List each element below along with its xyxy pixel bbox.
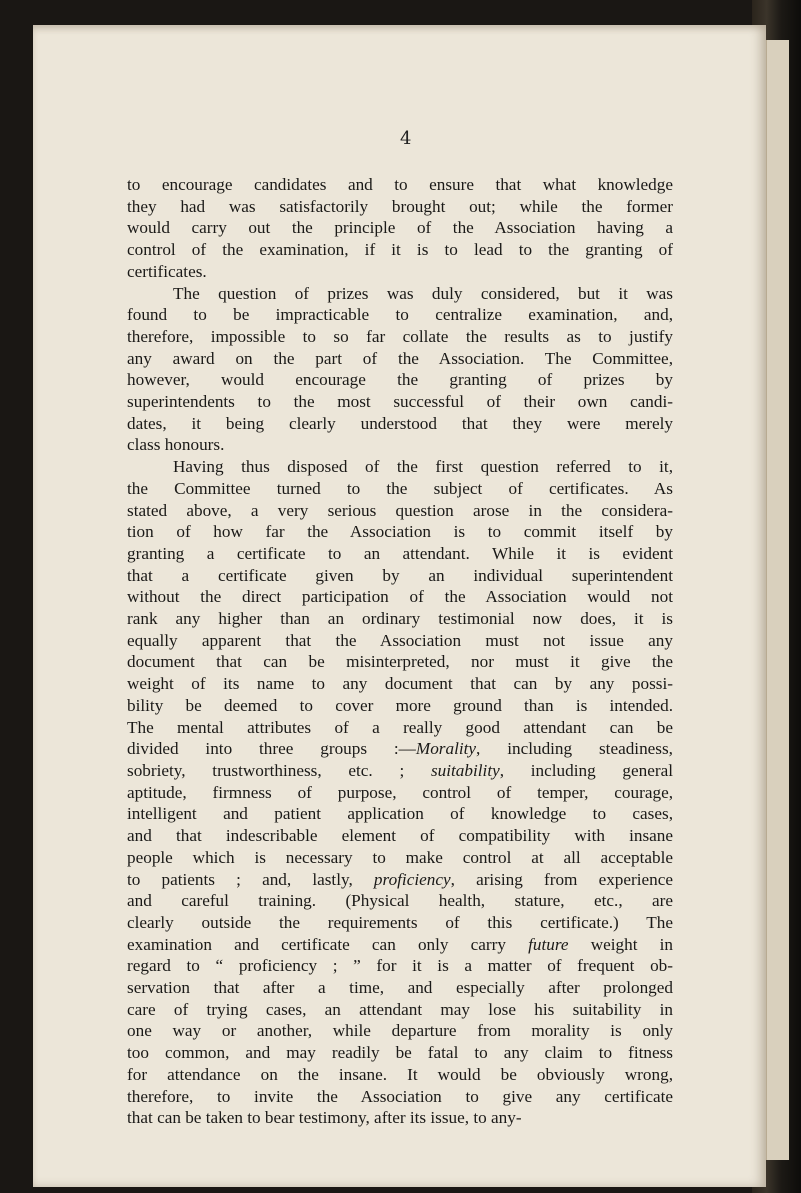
- text-line: document that can be misinterpreted, nor must it give the: [127, 652, 673, 672]
- text-line: examination and certificate can only carry future weight in: [127, 934, 673, 954]
- text-line: Having thus disposed of the first question referred to it,: [173, 457, 673, 477]
- text-line: people which is necessary to make control at all acceptable: [127, 847, 673, 867]
- text-line: without the direct participation of the Association would not: [127, 587, 673, 607]
- text-line: therefore, to invite the Association to give any certificate: [127, 1086, 673, 1106]
- text-line: stated above, a very serious question arose in the considera-: [127, 500, 673, 520]
- body-text: [127, 174, 673, 1129]
- text-line: rank any higher than an ordinary testimonial now does, it is: [127, 609, 673, 629]
- text-line: and careful training. (Physical health, stature, etc., are: [127, 891, 673, 911]
- text-line: that a certificate given by an individual superintendent: [127, 565, 673, 585]
- text-line: one way or another, while departure from morality is only: [127, 1021, 673, 1041]
- text-line: dates, it being clearly understood that they were merely: [127, 413, 673, 433]
- text-line: care of trying cases, an attendant may lose his suitability in: [127, 999, 673, 1019]
- text-line: certificates.: [127, 261, 207, 281]
- text-line: clearly outside the requirements of this certificate.) The: [127, 912, 673, 932]
- text-line: to encourage candidates and to ensure that what knowledge: [127, 175, 673, 194]
- page-number: 4: [400, 128, 412, 149]
- text-line: class honours.: [127, 435, 225, 455]
- text-line: weight of its name to any document that can by any possi-: [127, 674, 673, 694]
- text-line: servation that after a time, and especially after prolonged: [127, 978, 673, 998]
- text-line: granting a certificate to an attendant. While it is evident: [127, 543, 673, 563]
- text-line: The mental attributes of a really good attendant can be: [127, 717, 673, 737]
- text-line: therefore, impossible to so far collate the results as to justify: [127, 326, 673, 346]
- text-line: to patients ; and, lastly, proficiency, arising from experience: [127, 869, 673, 889]
- text-line: for attendance on the insane. It would be obviously wrong,: [127, 1064, 673, 1084]
- text-line: any award on the part of the Association. The Committee,: [127, 348, 673, 368]
- text-line: bility be deemed to cover more ground than is intended.: [127, 695, 673, 715]
- text-line: too common, and may readily be fatal to any claim to fitness: [127, 1043, 673, 1063]
- text-line: sobriety, trustworthiness, etc. ; suitability, including general: [127, 760, 674, 780]
- text-line: intelligent and patient application of knowledge to cases,: [127, 804, 673, 824]
- text-line: that can be taken to bear testimony, after its issue, to any-: [127, 1108, 522, 1128]
- text-line: tion of how far the Association is to commit itself by: [127, 522, 673, 542]
- page-edge-strip: [766, 40, 789, 1160]
- text-line: The question of prizes was duly considered, but it was: [173, 283, 673, 303]
- text-line: regard to “ proficiency ; ” for it is a matter of frequent ob-: [127, 956, 673, 976]
- text-line: and that indescribable element of compatibility with insane: [127, 826, 673, 846]
- text-line: control of the examination, if it is to lead to the granting of: [127, 240, 673, 260]
- text-line: aptitude, firmness of purpose, control of temper, courage,: [127, 782, 673, 802]
- text-line: they had was satisfactorily brought out; while the former: [127, 196, 673, 216]
- text-line: divided into three groups :—Morality, including steadiness,: [127, 739, 673, 759]
- text-line: superintendents to the most successful of their own candi-: [127, 392, 673, 412]
- text-line: however, would encourage the granting of prizes by: [127, 370, 673, 390]
- text-line: equally apparent that the Association must not issue any: [127, 630, 673, 650]
- text-line: would carry out the principle of the Association having a: [127, 218, 673, 238]
- text-line: found to be impracticable to centralize examination, and,: [127, 305, 673, 325]
- text-line: the Committee turned to the subject of certificates. As: [127, 478, 673, 498]
